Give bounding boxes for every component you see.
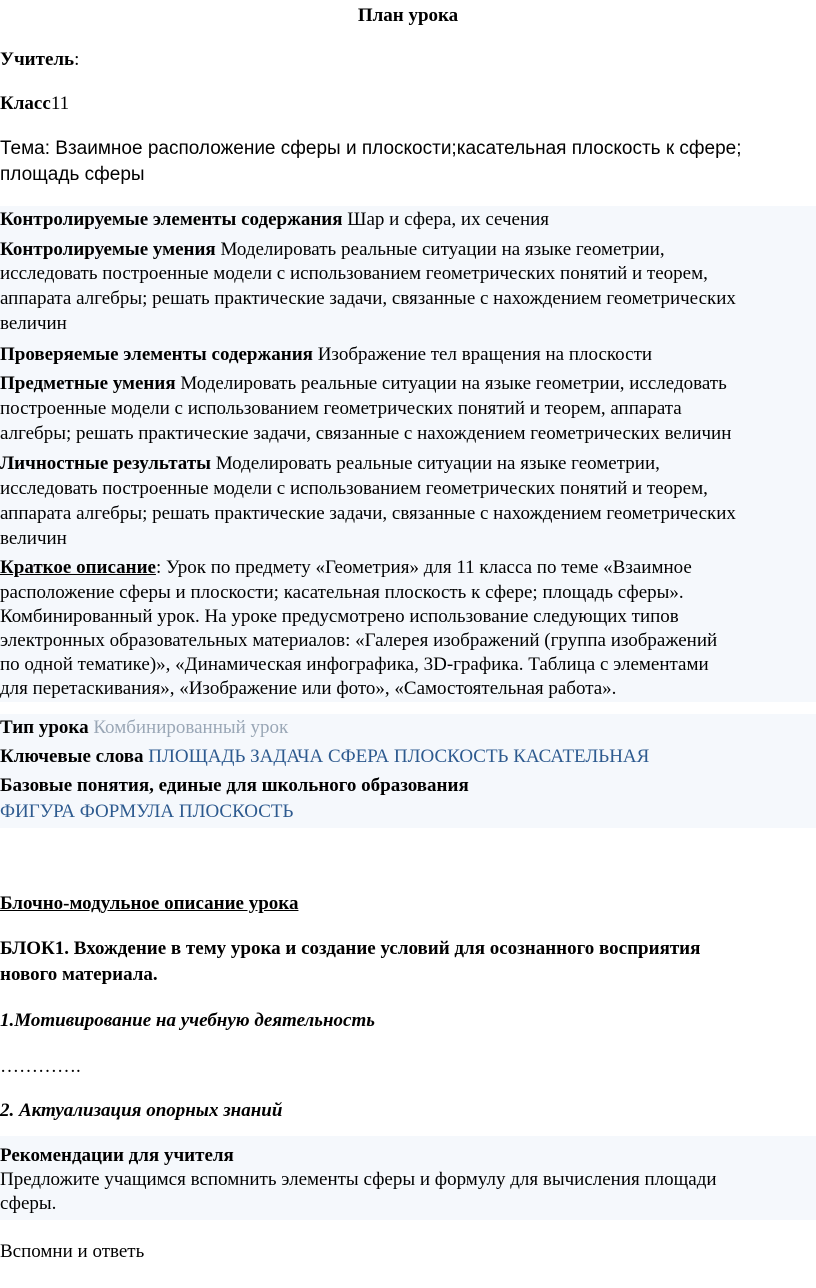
short-description-line-5: по одной тематике)», «Динамическая инфографика, 3D-графика. Таблица с элементами [0,654,709,675]
short-description-line-3: Комбинированный урок. На уроке предусмотрено использование следующих типов [0,606,679,627]
controlled-skills-line-4: величин [0,313,67,334]
section-actualization: 2. Актуализация опорных знаний [0,1100,283,1121]
recommendations-label: Рекомендации для учителя [0,1145,234,1166]
personal-results-line-2: исследовать построенные модели с использованием геометрических понятий и теорем, [0,478,708,499]
subject-skills-line-2: построенные модели с использованием геометрических понятий и теорем, аппарата [0,398,682,419]
topic-line-1: Тема: Взаимное расположение сферы и плоскости;касательная плоскость к сфере; [0,138,742,159]
lesson-type [0,716,288,740]
teacher-line [0,48,79,72]
controlled-skills-line-1 [0,238,665,262]
controlled-skills-text-1: Моделировать реальные ситуации на языке геометрии, [215,239,665,260]
short-description-line-1 [0,556,692,580]
controlled-elements-label: Контролируемые элементы содержания [0,209,343,230]
keywords-label: Ключевые слова [0,746,144,767]
keywords-value: ПЛОЩАДЬ ЗАДАЧА СФЕРА ПЛОСКОСТЬ КАСАТЕЛЬНАЯ [143,746,650,767]
basic-concepts-label: Базовые понятия, единые для школьного образования [0,775,469,796]
teacher-label: Учитель [0,49,75,70]
basic-concepts-value: ФИГУРА ФОРМУЛА ПЛОСКОСТЬ [0,801,294,822]
lesson-type-label: Тип урока [0,717,89,738]
lesson-type-value: Комбинированный урок [88,717,289,738]
section-motivation: 1.Мотивирование на учебную деятельность [0,1010,375,1031]
personal-results-line-1 [0,452,660,476]
short-description-line-6: для перетаскивания», «Изображение или фото», «Самостоятельная работа». [0,678,617,699]
personal-results-text-1: Моделировать реальные ситуации на языке геометрии, [211,453,660,474]
keywords [0,745,649,769]
subject-skills-text-1: Моделировать реальные ситуации на языке геометрии, исследовать [175,373,727,394]
short-description-line-4: электронных образовательных материалов: «Галерея изображений (группа изображений [0,630,718,651]
subject-skills-line-1 [0,372,727,396]
controlled-elements-value: Шар и сфера, их сечения [342,209,550,230]
checked-elements-value: Изображение тел вращения на плоскости [312,344,653,365]
controlled-skills-line-2: исследовать построенные модели с использованием геометрических понятий и теорем, [0,263,708,284]
class-value: 11 [50,93,70,114]
personal-results-line-4: величин [0,528,67,549]
controlled-skills-line-3: аппарата алгебры; решать практические задачи, связанные с нахождением геометрических [0,288,736,309]
class-label: Класс [0,93,51,114]
block1-line-2: нового материала. [0,964,158,985]
personal-results-line-3: аппарата алгебры; решать практические задачи, связанные с нахождением геометрических [0,503,736,524]
recommendations-line-2: сферы. [0,1193,57,1214]
class-line [0,92,69,116]
short-description-line-2: расположение сферы и плоскости; касательная плоскость к сфере; площадь сферы». [0,582,684,603]
short-description-text-1: : Урок по предмету «Геометрия» для 11 класса по теме «Взаимное [155,557,692,578]
ellipsis: …………. [0,1056,81,1077]
checked-elements [0,343,652,367]
subject-skills-line-3: алгебры; решать практические задачи, связанные с нахождением геометрических величин [0,423,732,444]
page-title: План урока [357,5,459,26]
personal-results-label: Личностные результаты [0,453,211,474]
block1-line-1: БЛОК1. Вхождение в тему урока и создание условий для осознанного восприятия [0,938,701,959]
teacher-colon: : [74,49,80,70]
controlled-skills-label: Контролируемые умения [0,239,216,260]
controlled-elements [0,208,549,232]
checked-elements-label: Проверяемые элементы содержания [0,344,313,365]
remember-answer: Вспомни и ответь [0,1241,145,1262]
subject-skills-label: Предметные умения [0,373,176,394]
recommendations-line-1: Предложите учащимся вспомнить элементы сферы и формулу для вычисления площади [0,1169,717,1190]
short-description-label: Краткое описание [0,557,156,578]
topic-line-2: площадь сферы [0,164,145,185]
block-modular-heading: Блочно-модульное описание урока [0,893,299,914]
